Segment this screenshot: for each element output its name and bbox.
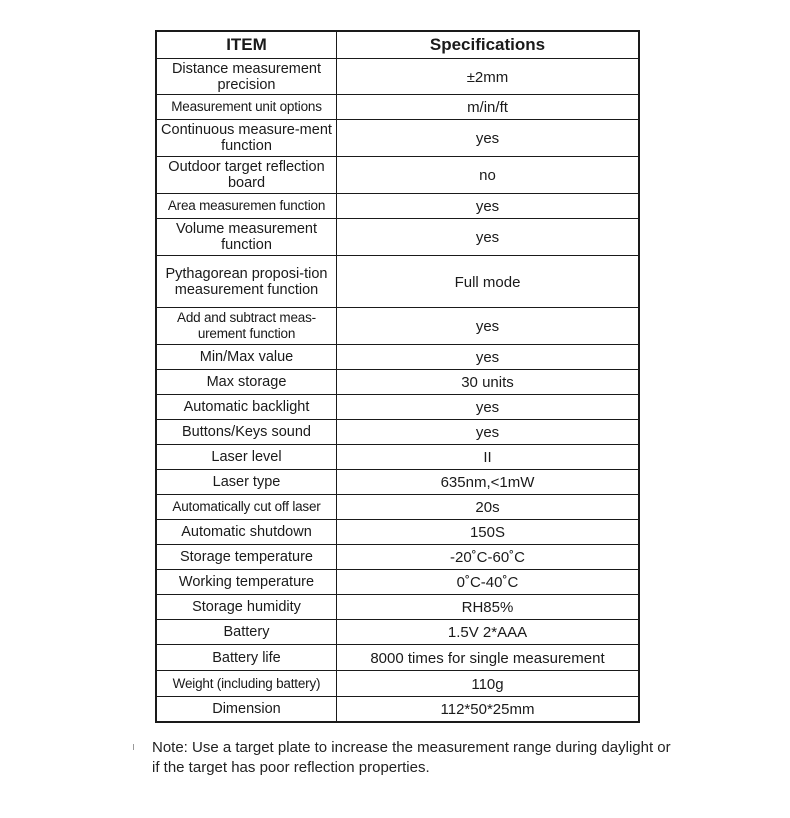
table-row bbox=[156, 308, 639, 345]
specifications-table bbox=[155, 30, 640, 723]
spec-value: yes bbox=[336, 395, 639, 420]
item-name: Min/Max value bbox=[156, 345, 336, 370]
spec-value: 8000 times for single measurement bbox=[336, 645, 639, 671]
spec-value: II bbox=[336, 445, 639, 470]
table-row bbox=[156, 620, 639, 645]
column-header-item: ITEM bbox=[156, 31, 336, 59]
table-row bbox=[156, 194, 639, 219]
spec-value: 20s bbox=[336, 495, 639, 520]
spec-value: no bbox=[336, 157, 639, 194]
table-row bbox=[156, 59, 639, 95]
spec-value: ±2mm bbox=[336, 59, 639, 95]
item-name: Buttons/Keys sound bbox=[156, 420, 336, 445]
table-header-row bbox=[156, 31, 639, 59]
item-name: Continuous measure-ment function bbox=[156, 120, 336, 157]
spec-value: RH85% bbox=[336, 595, 639, 620]
spec-value: yes bbox=[336, 219, 639, 256]
footnote: Note: Use a target plate to increase the measurement range during daylight or if the target has poor reflection properties. bbox=[152, 739, 671, 776]
spec-value: 150S bbox=[336, 520, 639, 545]
spec-value: 1.5V 2*AAA bbox=[336, 620, 639, 645]
item-name: Storage humidity bbox=[156, 595, 336, 620]
spec-value: yes bbox=[336, 308, 639, 345]
spec-value: m/in/ft bbox=[336, 95, 639, 120]
item-name: Area measuremen function bbox=[156, 194, 336, 219]
table-row bbox=[156, 645, 639, 671]
column-header-specifications: Specifications bbox=[336, 31, 639, 59]
spec-value: yes bbox=[336, 120, 639, 157]
table-row bbox=[156, 570, 639, 595]
item-name: Volume measurement function bbox=[156, 219, 336, 256]
table-row bbox=[156, 495, 639, 520]
table-row bbox=[156, 520, 639, 545]
table-row bbox=[156, 157, 639, 194]
item-name: Automatic shutdown bbox=[156, 520, 336, 545]
item-name: Automatically cut off laser bbox=[156, 495, 336, 520]
table-row bbox=[156, 470, 639, 495]
table-row bbox=[156, 370, 639, 395]
table-row bbox=[156, 395, 639, 420]
table-row bbox=[156, 545, 639, 570]
spec-value: 110g bbox=[336, 671, 639, 697]
item-name: Automatic backlight bbox=[156, 395, 336, 420]
margin-tick-mark bbox=[133, 744, 134, 750]
item-name: Measurement unit options bbox=[156, 95, 336, 120]
spec-value: Full mode bbox=[336, 256, 639, 308]
item-name: Add and subtract meas-urement function bbox=[156, 308, 336, 345]
spec-value: 30 units bbox=[336, 370, 639, 395]
item-name: Storage temperature bbox=[156, 545, 336, 570]
table-row bbox=[156, 445, 639, 470]
table-row bbox=[156, 697, 639, 722]
item-name: Pythagorean proposi-tion measurement function bbox=[156, 256, 336, 308]
table-row bbox=[156, 671, 639, 697]
spec-value: yes bbox=[336, 194, 639, 219]
table-row bbox=[156, 345, 639, 370]
item-name: Battery bbox=[156, 620, 336, 645]
item-name: Weight (including battery) bbox=[156, 671, 336, 697]
item-name: Laser type bbox=[156, 470, 336, 495]
item-name: Outdoor target reflection board bbox=[156, 157, 336, 194]
item-name: Working temperature bbox=[156, 570, 336, 595]
spec-value: yes bbox=[336, 345, 639, 370]
item-name: Max storage bbox=[156, 370, 336, 395]
table-row bbox=[156, 219, 639, 256]
item-name: Dimension bbox=[156, 697, 336, 722]
table-row bbox=[156, 95, 639, 120]
item-name: Laser level bbox=[156, 445, 336, 470]
spec-value: -20˚C-60˚C bbox=[336, 545, 639, 570]
table-row bbox=[156, 420, 639, 445]
table-row bbox=[156, 120, 639, 157]
spec-value: yes bbox=[336, 420, 639, 445]
spec-value: 112*50*25mm bbox=[336, 697, 639, 722]
table-row bbox=[156, 256, 639, 308]
item-name: Distance measurement precision bbox=[156, 59, 336, 95]
item-name: Battery life bbox=[156, 645, 336, 671]
table-row bbox=[156, 595, 639, 620]
spec-value: 635nm,<1mW bbox=[336, 470, 639, 495]
spec-value: 0˚C-40˚C bbox=[336, 570, 639, 595]
